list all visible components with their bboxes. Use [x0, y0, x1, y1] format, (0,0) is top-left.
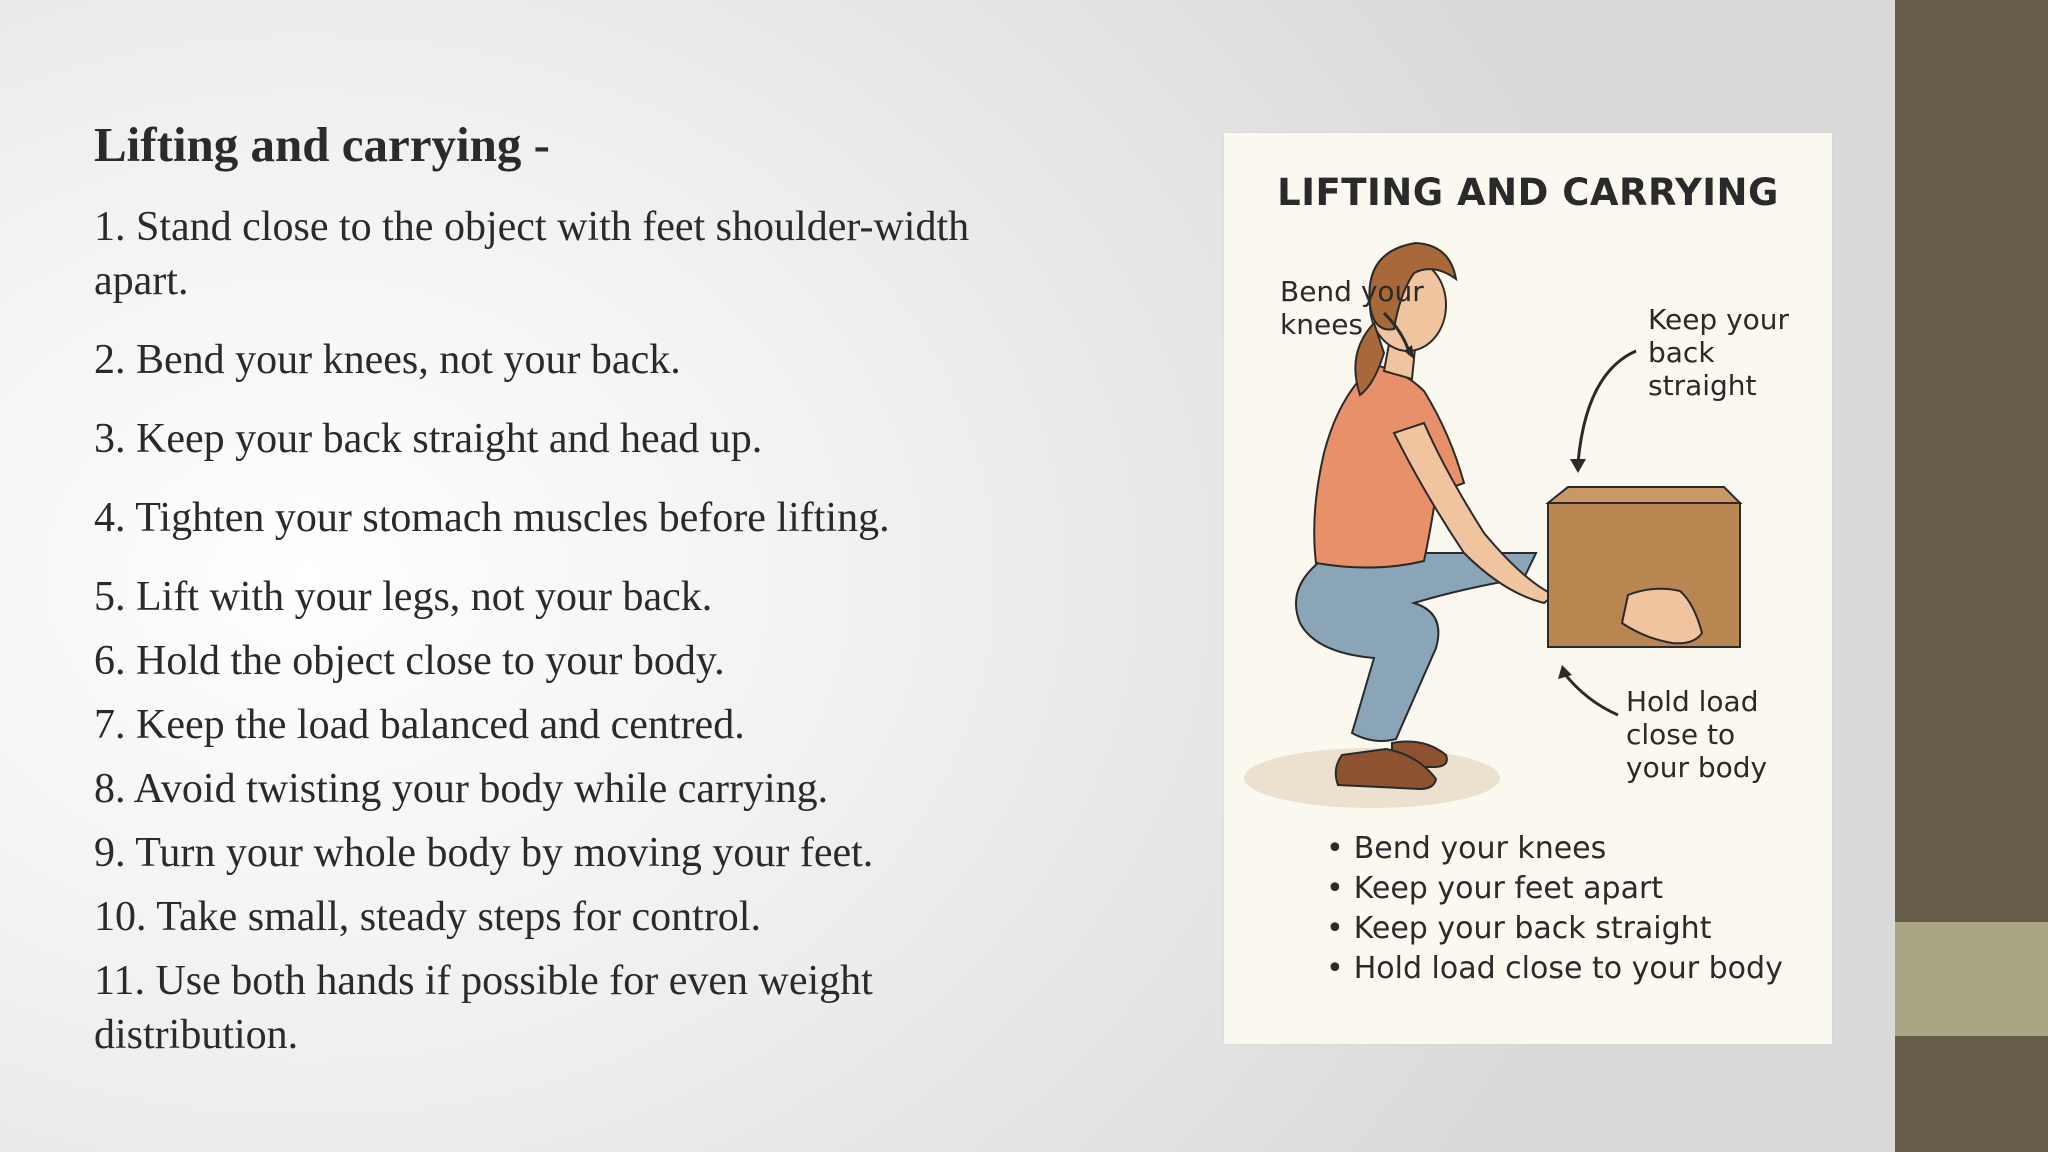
poster-title: LIFTING AND CARRYING: [1277, 171, 1779, 214]
arrow-head-back: [1570, 459, 1586, 473]
poster-tips: [1326, 829, 1783, 989]
slide-title: Lifting and carrying -: [94, 117, 550, 172]
callout-bend-knees: Bend your knees: [1280, 275, 1424, 341]
step-item: 11. Use both hands if possible for even weight distribution.: [94, 958, 873, 1058]
callout-hold-load: Hold load close to your body: [1626, 685, 1768, 784]
arrow-back-straight: [1578, 351, 1636, 463]
lifting-poster: [1224, 133, 1832, 1044]
tip-item: • Bend your knees: [1326, 829, 1783, 869]
box-top: [1548, 487, 1740, 503]
step-item: 7. Keep the load balanced and centred.: [94, 702, 745, 748]
arrow-head-hold: [1558, 665, 1572, 679]
tip-item: • Hold load close to your body: [1326, 949, 1783, 989]
tip-item: • Keep your back straight: [1326, 909, 1783, 949]
step-item: 3. Keep your back straight and head up.: [94, 416, 763, 462]
step-item: 2. Bend your knees, not your back.: [94, 337, 681, 383]
callout-back-straight: Keep your back straight: [1648, 303, 1790, 402]
step-item: 10. Take small, steady steps for control.: [94, 894, 761, 940]
step-item: 1. Stand close to the object with feet shoulder-width apart.: [94, 204, 970, 304]
decorative-sidebar-band: [1895, 922, 2048, 1036]
tip-item: • Keep your feet apart: [1326, 869, 1783, 909]
step-item: 6. Hold the object close to your body.: [94, 638, 725, 684]
steps-list: [94, 200, 1054, 1062]
arrow-hold-load: [1564, 673, 1618, 715]
step-item: 5. Lift with your legs, not your back.: [94, 574, 713, 620]
step-item: 4. Tighten your stomach muscles before lifting.: [94, 495, 890, 541]
step-item: 8. Avoid twisting your body while carrying.: [94, 766, 829, 812]
step-item: 9. Turn your whole body by moving your feet.: [94, 830, 874, 876]
